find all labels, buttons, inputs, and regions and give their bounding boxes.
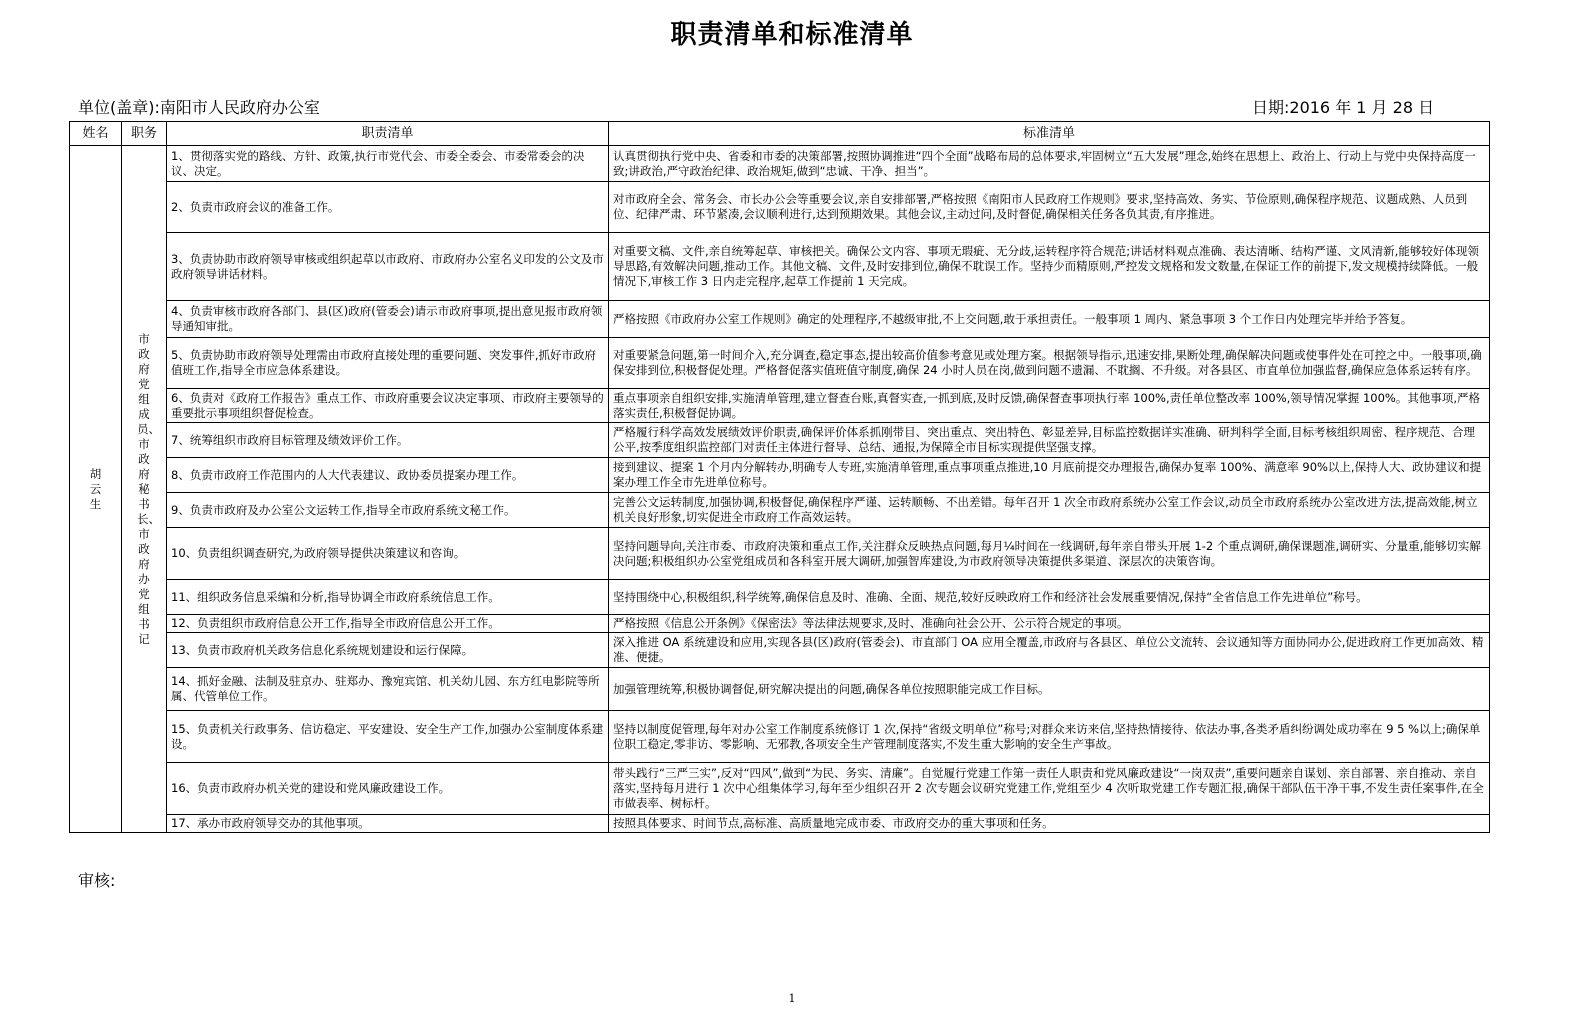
duty-cell: 6、负责对《政府工作报告》重点工作、市政府重要会议决定事项、市政府主要领导的重要批示事项组织督促检查。 bbox=[167, 389, 609, 423]
standard-cell: 对重要紧急问题,第一时间介入,充分调查,稳定事态,提出较高价值参考意见或处理方案。根据领导指示,迅速安排,果断处理,确保解决问题或使事件处在可控之中。一般事项,确保安排到位,积极督促处理。严格督促落实值班值守制度,确保 24 小时人员在岗,做到问题不遗漏、不耽搁、不升级。对各县区、市直单位加强监督,确保应急体系运转有序。 bbox=[609, 338, 1490, 389]
standard-cell: 严格履行科学高效发展绩效评价职责,确保评价体系抓刚带目、突出重点、突出特色、彰显差异,目标监控数据详实准确、研判科学全面,目标考核组织周密、程序规范、合理公平,按季度组织监控部门对责任主体进行督导、总结、通报,为保障全市目标实现提供坚强支撑。 bbox=[609, 423, 1490, 458]
table-row bbox=[70, 301, 1490, 338]
standard-cell: 按照具体要求、时间节点,高标准、高质量地完成市委、市政府交办的重大事项和任务。 bbox=[609, 815, 1490, 833]
person-role-cell bbox=[122, 146, 167, 833]
duty-cell: 10、负责组织调查研究,为政府领导提供决策建议和咨询。 bbox=[167, 528, 609, 580]
table-row bbox=[70, 182, 1490, 233]
standard-cell: 对市政府全会、常务会、市长办公会等重要会议,亲自安排部署,严格按照《南阳市人民政府工作规则》要求,坚持高效、务实、节俭原则,确保程序规范、议题成熟、人员到位、纪律严肃、环节紧凑,会议顺利进行,达到预期效果。其他会议,主动过问,及时督促,确保相关任务各负其责,有序推进。 bbox=[609, 182, 1490, 233]
person-name: 胡云生 bbox=[89, 466, 102, 511]
standard-cell: 完善公文运转制度,加强协调,积极督促,确保程序严谨、运转顺畅、不出差错。每年召开 1 次全市政府系统办公室工作会议,动员全市政府系统办公室改进方法,提高效能,树立机关良好形象,切实促进全市政府工作高效运转。 bbox=[609, 493, 1490, 528]
standard-cell: 对重要文稿、文件,亲自统筹起草、审核把关。确保公文内容、事项无瑕疵、无分歧,运转程序符合规范;讲话材料观点准确、表达清晰、结构严谨、文风清新,能够较好体现领导思路,有效解决问题,推动工作。其他文稿、文件,及时安排到位,确保不耽误工作。坚持少而精原则,严控发文规格和发文数量,在保证工作的前提下,发文规模持续降低。一般情况下,审核工作 3 日内走完程序,起草工作提前 1 天完成。 bbox=[609, 233, 1490, 301]
standard-cell: 严格按照《信息公开条例》《保密法》等法律法规要求,及时、准确向社会公开、公示符合规定的事项。 bbox=[609, 615, 1490, 633]
table-row bbox=[70, 580, 1490, 615]
page-number: 1 bbox=[788, 992, 796, 1005]
duty-cell: 16、负责市政府办机关党的建设和党风廉政建设工作。 bbox=[167, 763, 609, 815]
duty-cell: 9、负责市政府及办公室公文运转工作,指导全市政府系统文秘工作。 bbox=[167, 493, 609, 528]
standard-cell: 认真贯彻执行党中央、省委和市委的决策部署,按照协调推进“四个全面”战略布局的总体要求,牢固树立“五大发展”理念,始终在思想上、政治上、行动上与党中央保持高度一致;讲政治,严守政治纪律、政治规矩,做到“忠诚、干净、担当”。 bbox=[609, 146, 1490, 182]
duty-cell: 8、负责市政府工作范围内的人大代表建议、政协委员提案办理工作。 bbox=[167, 458, 609, 493]
duty-cell: 4、负责审核市政府各部门、县(区)政府(管委会)请示市政府事项,提出意见报市政府领导通知审批。 bbox=[167, 301, 609, 338]
table-row bbox=[70, 493, 1490, 528]
standard-cell: 重点事项亲自组织安排,实施清单管理,建立督查台账,真督实查,一抓到底,及时反馈,确保督查事项执行率 100%,责任单位整改率 100%,领导情况掌握 100%。其他事项,严格落实责任,积极督促协调。 bbox=[609, 389, 1490, 423]
standard-cell: 坚持以制度促管理,每年对办公室工作制度系统修订 1 次,保持“省级文明单位”称号;对群众来访来信,坚持热情接待、依法办事,各类矛盾纠纷调处成功率在 9 5 %以上;确保单位职工稳定,零非访、零影响、无邪教,各项安全生产管理制度落实,不发生重大影响的安全生产事故。 bbox=[609, 711, 1490, 763]
duty-cell: 3、负责协助市政府领导审核或组织起草以市政府、市政府办公室名义印发的公文及市政府领导讲话材料。 bbox=[167, 233, 609, 301]
person-name-cell bbox=[70, 146, 122, 833]
table-row bbox=[70, 711, 1490, 763]
standard-cell: 坚持问题导向,关注市委、市政府决策和重点工作,关注群众反映热点问题,每月¼时间在一线调研,每年亲自带头开展 1-2 个重点调研,确保课题准,调研实、分量重,能够切实解决问题;积极组织办公室党组成员和各科室开展大调研,加强智库建设,为市政府领导决策提供多渠道、深层次的决策咨询。 bbox=[609, 528, 1490, 580]
table-row bbox=[70, 528, 1490, 580]
date-label: 日期:2016 年 1 月 28 日 bbox=[1252, 98, 1435, 117]
duty-cell: 17、承办市政府领导交办的其他事项。 bbox=[167, 815, 609, 833]
table-row bbox=[70, 668, 1490, 711]
table-row bbox=[70, 815, 1490, 833]
header-standard: 标准清单 bbox=[609, 122, 1490, 146]
unit-label: 单位(盖章):南阳市人民政府办公室 bbox=[78, 98, 320, 117]
table-row bbox=[70, 763, 1490, 815]
header-role: 职务 bbox=[122, 122, 167, 146]
document-title: 职责清单和标准清单 bbox=[670, 20, 914, 50]
duty-cell: 11、组织政务信息采编和分析,指导协调全市政府系统信息工作。 bbox=[167, 580, 609, 615]
standard-cell: 接到建议、提案 1 个月内分解转办,明确专人专班,实施清单管理,重点事项重点推进,10 月底前提交办理报告,确保办复率 100%、满意率 90%以上,保持人大、政协建议和提案办理工作全市先进单位称号。 bbox=[609, 458, 1490, 493]
table-row bbox=[70, 338, 1490, 389]
table-row bbox=[70, 389, 1490, 423]
standard-cell: 深入推进 OA 系统建设和应用,实现各县(区)政府(管委会)、市直部门 OA 应用全覆盖,市政府与各县区、单位公文流转、会议通知等方面协同办公,促进政府工作更加高效、精准、便捷。 bbox=[609, 633, 1490, 668]
duty-cell: 12、负责组织市政府信息公开工作,指导全市政府信息公开工作。 bbox=[167, 615, 609, 633]
table-row bbox=[70, 146, 1490, 182]
table-row bbox=[70, 615, 1490, 633]
duty-cell: 5、负责协助市政府领导处理需由市政府直接处理的重要问题、突发事件,抓好市政府值班工作,指导全市应急体系建设。 bbox=[167, 338, 609, 389]
header-name: 姓名 bbox=[70, 122, 122, 146]
table-row bbox=[70, 233, 1490, 301]
review-label: 审核: bbox=[78, 871, 116, 890]
standard-cell: 加强管理统筹,积极协调督促,研究解决提出的问题,确保各单位按照职能完成工作目标。 bbox=[609, 668, 1490, 711]
person-role: 市政府党组成员、市政府秘书长、市政府办党组书记 bbox=[137, 331, 160, 646]
table-row bbox=[70, 458, 1490, 493]
table-header-row bbox=[70, 122, 1490, 146]
header-duty: 职责清单 bbox=[167, 122, 609, 146]
duty-cell: 7、统筹组织市政府目标管理及绩效评价工作。 bbox=[167, 423, 609, 458]
duty-standard-table bbox=[69, 121, 1490, 833]
duty-cell: 15、负责机关行政事务、信访稳定、平安建设、安全生产工作,加强办公室制度体系建设。 bbox=[167, 711, 609, 763]
standard-cell: 严格按照《市政府办公室工作规则》确定的处理程序,不越级审批,不上交问题,敢于承担责任。一般事项 1 周内、紧急事项 3 个工作日内处理完毕并给予答复。 bbox=[609, 301, 1490, 338]
duty-cell: 1、贯彻落实党的路线、方针、政策,执行市党代会、市委全委会、市委常委会的决议、决定。 bbox=[167, 146, 609, 182]
duty-cell: 13、负责市政府机关政务信息化系统规划建设和运行保障。 bbox=[167, 633, 609, 668]
standard-cell: 坚持围绕中心,积极组织,科学统筹,确保信息及时、准确、全面、规范,较好反映政府工作和经济社会发展重要情况,保持“全省信息工作先进单位”称号。 bbox=[609, 580, 1490, 615]
duty-cell: 2、负责市政府会议的准备工作。 bbox=[167, 182, 609, 233]
duty-cell: 14、抓好金融、法制及驻京办、驻郑办、豫宛宾馆、机关幼儿园、东方红电影院等所属、代管单位工作。 bbox=[167, 668, 609, 711]
table-row bbox=[70, 423, 1490, 458]
standard-cell: 带头践行“三严三实”,反对“四风”,做到“为民、务实、清廉”。自觉履行党建工作第一责任人职责和党风廉政建设“一岗双责”,重要问题亲自谋划、亲自部署、亲自推动、亲自落实,坚持每月进行 1 次中心组集体学习,每年至少组织召开 2 次专题会议研究党建工作,党组至少 4 次听取党建工作专题汇报,确保干部队伍干净干事,不发生责任案事件,在全市做表率、树标杆。 bbox=[609, 763, 1490, 815]
table-row bbox=[70, 633, 1490, 668]
